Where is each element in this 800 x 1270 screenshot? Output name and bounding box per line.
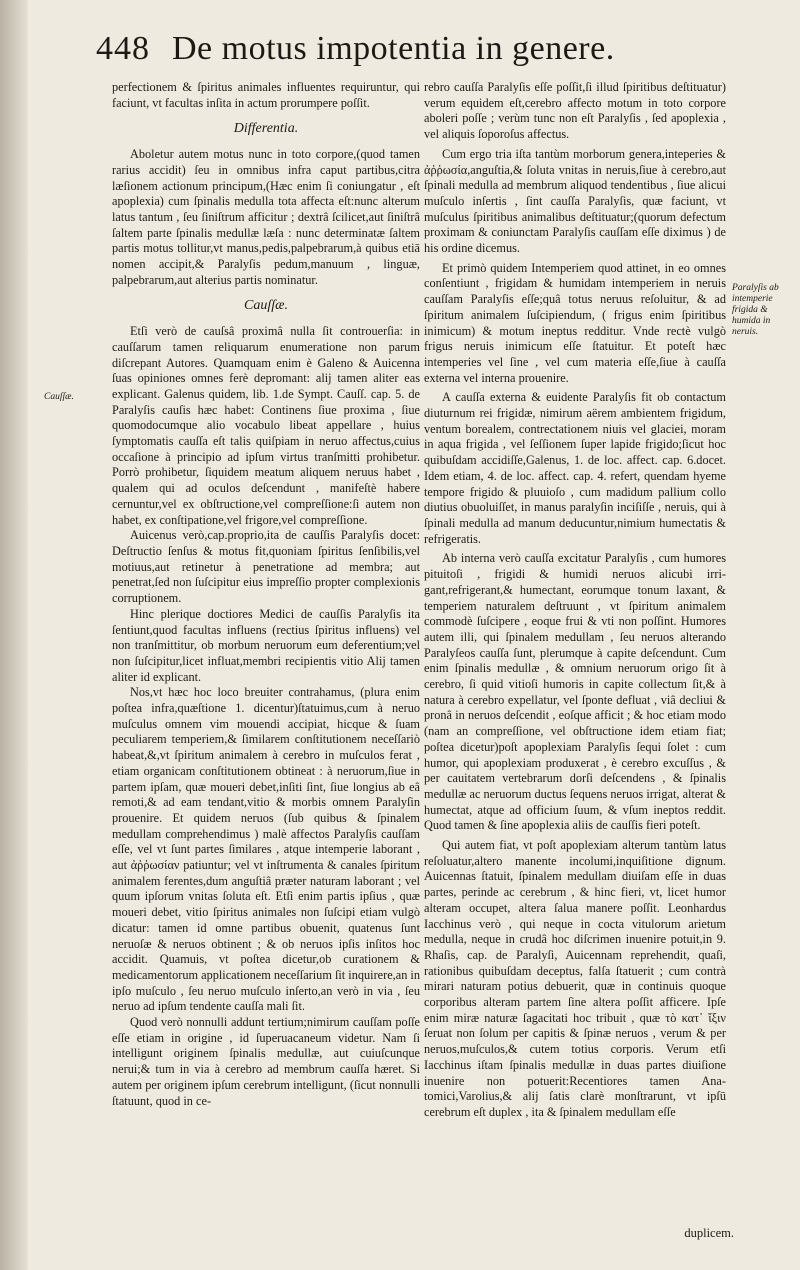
- binding-gutter-shadow: [0, 0, 28, 1270]
- paragraph: A cauſſa externa & euidente Paralyſis fit ob contactum diuturnum rei frigidæ, nimirum aërem ambientem frigidum, ventum borealem, contrectationem niuis vel glaciei, moram in aqua frigida , vel ſeſſionem ſuper lapide frigido;ſicut hoc quibuſdam accidiſſe,Galenus, 1. de loc. affect. cap. 6.docet. Idem etiam, 4. de loc. affect. cap. 4. refert, quendam hyeme tempore frigido & pluuioſo , cum madidum pallium collo diutius obuoluiſſet, in manus paralyſin inciſiſſe , neruis, qui à ſpinali medulla ad manum deducuntur,nimium humectatis & refrigeratis.: [424, 390, 726, 546]
- paragraph: Ab interna verò cauſſa excitatur Paralyſis , cum humores pituitoſi , frigidi & humidi neruos alicubi irrigant,refrigerant,& humectant, eorumque tonum laxant, & temperiem naturalem deſtruunt , vt ſpiritum animalem commodè ſuſcipere , eoque frui & vti non poſſint. Humores autem illi, qui ſpinalem medullam , ſeu neruos alterando Paralyſeos cauſſa ſunt, plerumque à capite deſcendunt. Cum enim ſpinalis medullæ , & omnium neruorum origo ſit à cerebro, ſi quid vitioſi humoris in capite collectum ſit,& à natura à cerebro expellatur, vel ſponte defluat , viâ decliui & pronâ in neruos deſcendit , eoſque afficit ; & hoc etiam modo (nam an compreſſione, vel obſtructione idem etiam fiat; poſtea dicetur)poſt apoplexiam Paralyſis ſequi ſolet : cum humor, qui apoplexiam produxerat , è cerebro excuſſus , & per cauitatem vertebrarum dorſi deſcendens , & ſpinalis medullæ ac neruorum ductus ſequens neruos irrigat, alterat & humectat, atque ad officium ſuum, & vſum ineptos reddit. Quod tamen & ſine apoplexia aliis de cauſſis fieri poteſt.: [424, 551, 726, 833]
- section-heading-differentia: Differentia.: [233, 121, 299, 137]
- left-text-column: [112, 80, 420, 1109]
- margin-note-causes: Cauſſæ.: [44, 392, 74, 402]
- paragraph: Auicenus verò,cap.proprio,ita de cauſſis Paralyſis docet: Deſtructio ſenſus & motus fit,quoniam ſpiritus ſenſibilis,vel motiuus,aut retinetur à penetratione ad membra; aut penetrat,ſed non ſuſcipitur eius impreſſio propter complexionis corruptionem.: [112, 528, 420, 606]
- page-number: 448: [96, 30, 150, 67]
- section-heading-caussae: Cauſſæ.: [244, 298, 288, 314]
- paragraph: Qui autem fiat, vt poſt apoplexiam alterum tantùm latus reſoluatur,altero manente incolumi,inquiſitione dignum. Auicennas ſtatuit, ſpinalem medullam diuiſam eſſe in duas partes, perinde ac cerebrum , & hinc fieri, vt, licet humor alteram occupet, altera ſalua manere poſſit. Leonhardus Iacchinus verò , qui neque in cocta vitulorum arietum medulla, neque in crudâ hoc diſcrimen inuenire potuit,in 9. Rhaſis, cap. de Paralyſi, Auicennam reprehendit, quaſi, rationibus quibuſdam deceptus, falſa ſtatuerit ; cum contrà mirari naturam potius debuerit, quæ in continuis quoque corporibus alteram partem ſine altera poſſit afficere. Ipſe enim miræ naturæ ſagacitati hoc tribuit , quæ τὸ κατ᾽ ἴξιν ſeruat non ſolum per capitis & ſpinæ neruos , verum & per neruos,muſculos,& cutem totius corporis. Verum etſi Iacchinus iſtam ſpinalis medullæ in duas partes diuiſione inuenire non potuerit:Recentiores tamen Anatomici,Varolius,& alij ſatis clarè monſtrarunt, vt ipſū cerebrum eſt duplex , ita & ſpinalem medullam eſſe: [424, 838, 726, 1119]
- paragraph: Quod verò nonnulli addunt tertium;nimirum cauſſam poſſe eſſe etiam in origine , id ſuperuacaneum videtur. Nam ſi intelligunt originem ſpinalis medullæ, aut cuiuſcunque nerui;& tum in via à cerebro ad membrum cauſſa hæret. Si autem per originem ipſum cerebrum intelligunt, (ſicut nonnulli ſtatuunt, quod in ce-: [112, 1015, 420, 1108]
- paragraph: perfectionem & ſpiritus animales influentes requiruntur, qui faciunt, vt facultas inſita in actum prorumpere poſſit.: [112, 80, 420, 110]
- paragraph: Hinc plerique doctiores Medici de cauſſis Paralyſis ita ſentiunt,quod facultas influens (rectius ſpiritus influens) vel non tranſmittitur, ob morbum neruorum eum deferentium;vel non ſuſcipitur,licet influat,membri recipientis vitio Alij tamen aliter id explicant.: [112, 606, 420, 684]
- running-title: De motus impotentia in genere.: [172, 30, 615, 67]
- paragraph: Et primò quidem Intemperiem quod attinet, in eo omnes conſentiunt , frigidam & humidam intemperiem in neruis cauſſam Paralyſis eſſe;quâ totus neruus reſoluitur, & ad ſpiritum animalem ſuſcipiendum, ( frigus enim ſpiritibus inimicum) & motum ineptus redditur. Vnde rectè vulgò frigus neruis inimicum eſſe ſtatuitur. Et poteſt hæc intemperies vel ſine , vel cum materia eſſe,ſiue à cauſſa externa vel interna prouenire.: [424, 260, 726, 385]
- right-text-column: [424, 80, 726, 1121]
- paragraph: Aboletur autem motus nunc in toto corpore,(quod tamen rarius accidit) ſeu in omnibus infra caput partibus,citra læſionem actionum principum,(Hæc enim ſi coniungatur , eſt apoplexia) cum ſpinalis medulla tota affecta eſt:nunc alterum latus tantum , ſeu ſiniſtrum afficitur ; dextrâ ſcilicet,aut ſiniſtrâ ſaltem parte ſpinalis medullæ læſa : nunc determinatæ ſaltem partis motus tollitur,vt manus,pedis,palpebrarum,à quibus etiā nomen accipit,& Paralyſis pedum,manuum , linguæ, palpebrarum,aut alterius partis nominatur.: [112, 147, 420, 287]
- paragraph: Etſi verò de cauſsâ proximâ nulla ſit controuerſia: in cauſſarum tamen reliquarum enumeratione non parum diſcrepant Autores. Quamquam enim è Galeno & Auicenna ſuas opiniones omnes ferè depromant: alij tamen aliter eas explicant. Galenus quidem, lib. 1.de Sympt. Cauſſ. cap. 5. de Paralyſis cauſis hæc habet: Continens ſiue proxima , ſiue quomodocumque alio vocabulo libeat appellare , huius ſymptomatis cauſſa eſt talis quiſpiam in neruo affectus,cuius occaſione à principio ad ipſum virtus tranſmitti prohibetur. Porrò prohibetur, ſiquidem meatum aliquem neruus habet , qualem qui ad oculos deſcendunt , manifeſtè habere cernuntur,vel ex obſtructione,vel compreſſione:ſi autem non habet, ex conſtipatione,vel frigore,vel compreſſione.: [112, 324, 420, 527]
- paragraph: rebro cauſſa Paralyſis eſſe poſſit,ſi illud ſpiritibus deſtituatur) verum equidem eſt,cerebro affecto motum in toto corpore aboleri poſſe ; verùm tunc non eſt Paralyſis , ſed apoplexia , vel aliquis ſoporoſus affectus.: [424, 80, 726, 142]
- catchword: duplicem.: [684, 1226, 734, 1240]
- paragraph: Cum ergo tria iſta tantùm morborum genera,inteperies & ἀῤῥωσία,anguſtia,& ſoluta vnitas in neruis,ſiue à cerebro,aut ſpinali medulla ad membrum aliquod tendentibus , ſiue alicui muſculo inſertis , ſint cauſſa Paralyſis, quæ faciunt, vt muſculus ſpiritibus animalibus deſtituatur;(quorum defectum proximam & coniunctam Paralyſis cauſſam eſſe diximus ) de his ordine dicemus.: [424, 146, 726, 256]
- margin-note-paralysis-intemperie: Paralyſis ab intemperie frigida & humida in neruis.: [732, 283, 779, 337]
- paragraph: Nos,vt hæc hoc loco breuiter contrahamus, (plura enim poſtea infra,quæſtione 1. dicentur)ſtatuimus,cum à neruo muſculus omnem vim mouendi accipiat, hicque & ſuam peculiarem temperiem,& ſimilarem conſtitutionem neceſſariò habeat,&,vt ſpiritum animalem à cerebro in muſculos ferat , etiam organicam conſtitutionem obtineat : à neruorum,ſiue in partem ipſam, quæ moueri debet,inſiti ſint, ſiue longius ab eâ remoti,& ad eam tendant,vitio & morbis omnem Paralyſin prouenire. Et quidem neruos (ſub quibus & ſpinalem medullam comprehendimus ) malè affectos Paralyſis cauſſam eſſe, vel vt ſunt partes ſimilares , atque intemperie laborant , aut ἀῤῥωσίαν patiuntur; vel vt inſtrumenta & canales ſpiritum animalem ferentes,dum anguſtiâ præter naturam laborant ; vel quum ipſorum vnitas ſoluta eſt. Etſi enim partis ipſius , quæ moueri debet, vitio ſpiritus animales non ſuſcipi etiam vulgò dicatur: tamen id omne partibus obuenit, quatenus ſunt neruoſæ & neruos obtinent ; & ob neruos ipſis inſitos hoc accidit. Quamuis, vt poſtea dicetur,ob curationem & medicamentorum applicationem neceſſarium ſit inquirere,an in ipſo muſculo , ſeu neruo muſculo inſerto,an verò in via , ſeu neruo ad ipſum tendente cauſſa mali ſit.: [112, 685, 420, 1014]
- running-header: [96, 30, 776, 80]
